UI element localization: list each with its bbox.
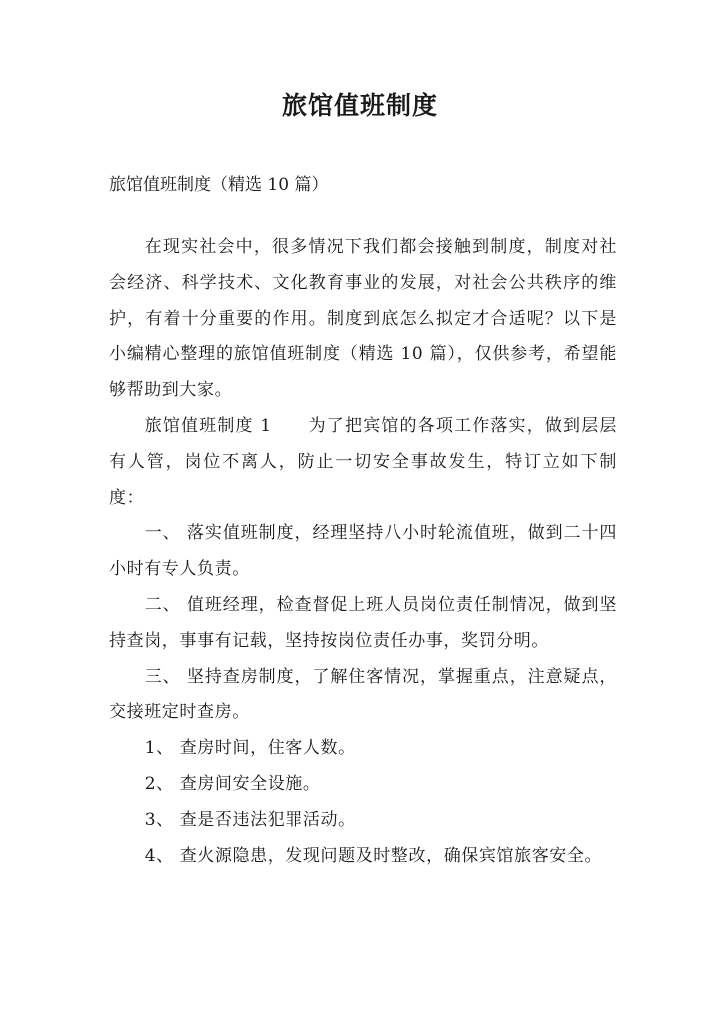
paragraph-item-2: 二、 值班经理，检查督促上班人员岗位责任制情况，做到坚持查岗，事事有记载，坚持按岗位责任办事，奖罚分明。 — [109, 594, 617, 651]
paragraph-intro: 在现实社会中，很多情况下我们都会接触到制度，制度对社会经济、科学技术、文化教育事业的发展，对社会公共秩序的维护，有着十分重要的作用。制度到底怎么拟定才合适呢？以下是小编精心整理的旅馆值班制度（精选 10 篇），仅供参考，希望能够帮助到大家。 — [109, 237, 617, 401]
paragraph-section-1: 旅馆值班制度 1 为了把宾馆的各项工作落实，做到层层有人管，岗位不离人，防止一切安全事故发生，特订立如下制度： — [109, 415, 617, 508]
paragraph-subitem-2: 2、 查房间安全设施。 — [144, 773, 321, 794]
document-body — [109, 230, 617, 874]
paragraph-subitem-3: 3、 查是否违法犯罪活动。 — [144, 809, 356, 830]
paragraph-item-1: 一、 落实值班制度，经理坚持八小时轮流值班，做到二十四小时有专人负责。 — [109, 523, 617, 580]
document-subtitle: 旅馆值班制度（精选 10 篇） — [109, 175, 329, 195]
paragraph-subitem-4: 4、 查火源隐患，发现问题及时整改，确保宾馆旅客安全。 — [144, 845, 603, 866]
paragraph-item-3: 三、 坚持查房制度，了解住客情况，掌握重点，注意疑点，交接班定时查房。 — [109, 666, 617, 723]
document-title: 旅馆值班制度 — [281, 91, 438, 120]
paragraph-subitem-1: 1、 查房时间，住客人数。 — [144, 738, 356, 759]
